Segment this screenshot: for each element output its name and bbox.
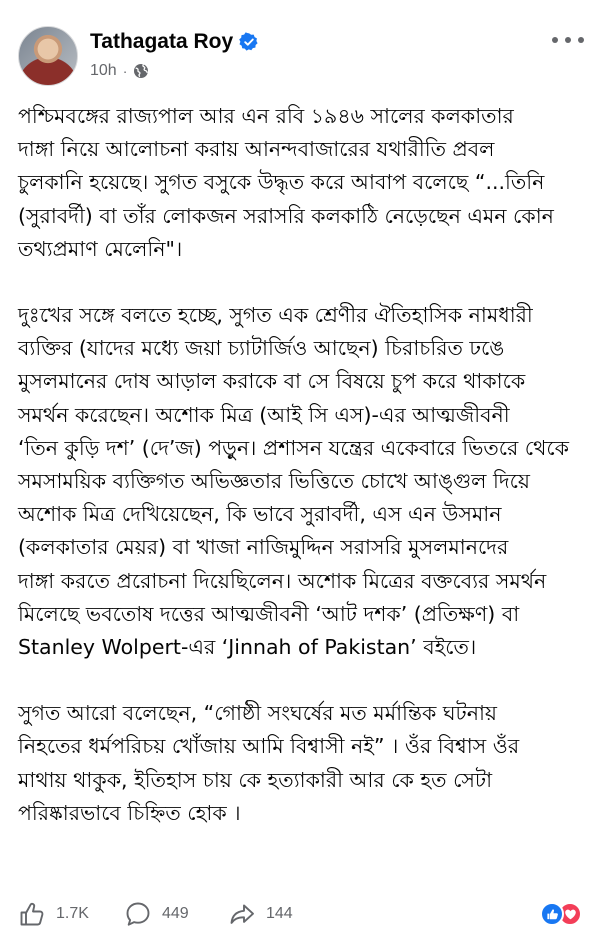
like-reaction-icon <box>540 902 564 926</box>
meta-separator: · <box>122 63 128 79</box>
reaction-summary[interactable] <box>540 902 582 926</box>
more-dot-icon <box>578 37 584 43</box>
avatar[interactable] <box>18 26 78 86</box>
globe-icon <box>133 63 149 79</box>
post-header <box>0 0 600 96</box>
post-paragraph: দুঃখের সঙ্গে বলতে হচ্ছে, সুগত এক শ্রেণীর ঐতিহাসিক নামধারী ব্যক্তির (যাদের মধ্যে জয়া চ্যাটার্জিও আছেন) চিরাচরিত ঢঙে মুসলমানের দোষ আড়াল করাকে বা সে বিষয়ে চুপ করে থাকাকে সমর্থন করেছেন। অশোক মিত্র (আই সি এস)-এর আত্মজীবনী ‘তিন কুড়ি দশ’ (দে’জ) পড়ুন। প্রশাসন যন্ত্রের একেবারে ভিতরে থেকে সমসাময়িক ব্যক্তিগত অভিজ্ঞতার ভিত্তিতে চোখে আঙ্গুল দিয়ে অশোক মিত্র দেখিয়েছেন, কি ভাবে সুরাবর্দী, এস এন উসমান (কলকাতার মেয়র) বা খাজা নাজিমুদ্দিন সরাসরি মুসলমানদের দাঙ্গা করতে প্ররোচনা দিয়েছিলেন। অশোক মিত্রের বক্তব্যের সমর্থন মিলেছে ভবতোষ দত্তের আত্মজীবনী ‘আট দশক’ (প্রতিক্ষণ) বা Stanley Wolpert-এর ‘Jinnah of Pakistan’ বইতে। <box>18 303 569 660</box>
post-body <box>18 100 586 830</box>
post-time[interactable]: 10h <box>90 62 117 79</box>
share-button[interactable] <box>228 900 293 928</box>
thumbs-up-icon <box>18 900 46 928</box>
post-paragraph: পশ্চিমবঙ্গের রাজ্যপাল আর এন রবি ১৯৪৬ সালের কলকাতার দাঙ্গা নিয়ে আলোচনা করায় আনন্দবাজারের যথারীতি প্রবল চুলকানি হয়েছে। সুগত বসুকে উদ্ধৃত করে আবাপ বলেছে “...তিনি (সুরাবর্দী) বা তাঁর লোকজন সরাসরি কলকাঠি নেড়েছেন এমন কোন তথ্যপ্রমাণ মেলেনি"। <box>18 104 554 261</box>
verified-badge-icon <box>239 32 259 52</box>
more-options-button[interactable] <box>552 30 584 50</box>
comment-count: 449 <box>162 905 189 922</box>
comment-bubble-icon <box>124 900 152 928</box>
author-name[interactable]: Tathagata Roy <box>90 30 234 53</box>
more-dot-icon <box>552 37 558 43</box>
post-actions <box>0 888 600 938</box>
comment-button[interactable] <box>124 900 189 928</box>
more-dot-icon <box>565 37 571 43</box>
post-paragraph: সুগত আরো বলেছেন, “গোষ্ঠী সংঘর্ষের মত মর্মান্তিক ঘটনায় নিহতের ধর্মপরিচয় খোঁজায় আমি বিশ্বাসী নই” । ওঁর বিশ্বাস ওঁর মাথায় থাকুক, ইতিহাস চায় কে হত্যাকারী আর কে হত সেটা পরিষ্কারভাবে চিহ্নিত হোক । <box>18 701 520 825</box>
share-count: 144 <box>266 905 293 922</box>
share-arrow-icon <box>228 900 256 928</box>
post-meta <box>90 62 149 80</box>
like-button[interactable] <box>18 900 89 928</box>
like-count: 1.7K <box>56 905 89 922</box>
author-row <box>90 30 259 54</box>
